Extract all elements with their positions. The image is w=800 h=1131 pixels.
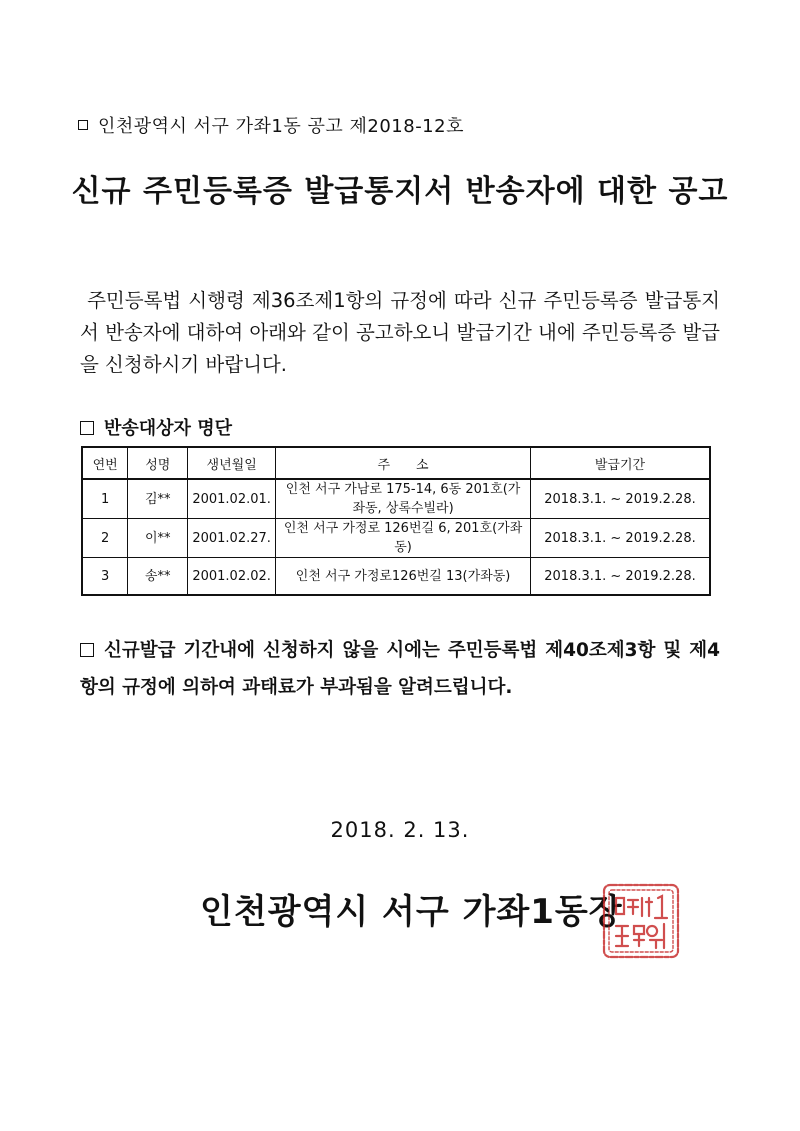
seal-icon: [598, 880, 684, 962]
header-name: 성명: [128, 447, 188, 479]
cell-address: 인천 서구 가정로 126번길 6, 201호(가좌동): [276, 519, 531, 558]
cell-period: 2018.3.1. ~ 2019.2.28.: [531, 479, 711, 519]
notice-body-text: 주민등록법 시행령 제36조제1항의 규정에 따라 신규 주민등록증 발급통지서 반송자에 대하여 아래와 같이 공고하오니 발급기간 내에 주민등록증 발급을 신청하시기 바랍니다.: [80, 289, 720, 376]
notice-number: [78, 112, 464, 138]
table-row: [82, 519, 710, 558]
cell-name: 이**: [128, 519, 188, 558]
cell-period: 2018.3.1. ~ 2019.2.28.: [531, 558, 711, 596]
cell-name: 김**: [128, 479, 188, 519]
cell-address: 인천 서구 가남로 175-14, 6동 201호(가좌동, 상록수빌라): [276, 479, 531, 519]
penalty-warning: [80, 632, 720, 706]
cell-birth: 2001.02.01.: [188, 479, 276, 519]
cell-birth: 2001.02.02.: [188, 558, 276, 596]
cell-period: 2018.3.1. ~ 2019.2.28.: [531, 519, 711, 558]
table-row: [82, 479, 710, 519]
list-heading-text: 반송대상자 명단: [104, 418, 232, 439]
penalty-warning-text: 신규발급 기간내에 신청하지 않을 시에는 주민등록법 제40조제3항 및 제4항의 규정에 의하여 과태료가 부과됨을 알려드립니다.: [80, 640, 720, 698]
header-address: 주 소: [276, 447, 531, 479]
header-period: 발급기간: [531, 447, 711, 479]
notice-body: [80, 285, 720, 381]
header-no: 연번: [82, 447, 128, 479]
table-header-row: [82, 447, 710, 479]
returnee-table: [81, 446, 711, 596]
list-heading: [80, 414, 232, 440]
cell-no: 3: [82, 558, 128, 596]
cell-birth: 2001.02.27.: [188, 519, 276, 558]
cell-address: 인천 서구 가정로126번길 13(가좌동): [276, 558, 531, 596]
cell-no: 2: [82, 519, 128, 558]
header-birth: 생년월일: [188, 447, 276, 479]
table-row: [82, 558, 710, 596]
official-seal-stamp: [598, 880, 684, 962]
cell-no: 1: [82, 479, 128, 519]
notice-number-text: 인천광역시 서구 가좌1동 공고 제2018-12호: [98, 116, 464, 137]
cell-name: 송**: [128, 558, 188, 596]
square-bullet-icon: [78, 120, 88, 130]
page-title: 신규 주민등록증 발급통지서 반송자에 대한 공고: [71, 174, 729, 209]
checkbox-square-icon: [80, 421, 94, 435]
issuer-name: 인천광역시 서구 가좌1동장: [200, 892, 623, 932]
checkbox-square-icon: [80, 643, 94, 657]
notice-date: 2018. 2. 13.: [330, 818, 470, 842]
